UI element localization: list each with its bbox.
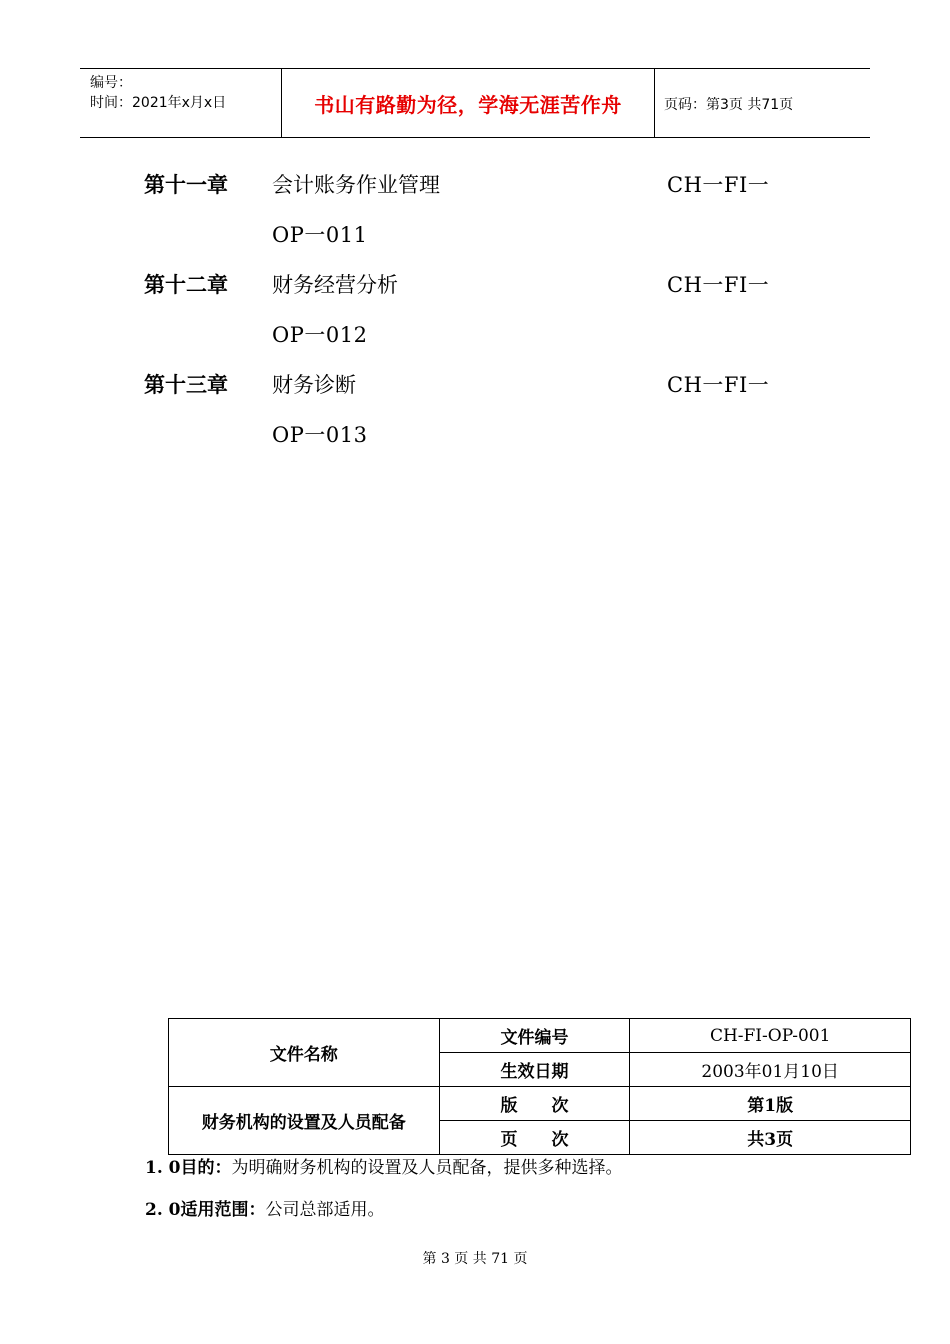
paragraph-scope [145,1195,385,1220]
chapter-code-continuation [144,218,824,268]
paragraph-number: 2. 0 [145,1200,181,1220]
chapter-number: 第十一章 [144,172,228,197]
header-number-label: 编号： [90,75,132,91]
header-divider [654,69,655,137]
paragraph-text: 为明确财务机构的设置及人员配备，提供多种选择。 [231,1158,623,1178]
paragraph-purpose [145,1153,623,1178]
page-header [80,68,870,138]
paragraph-number: 1. 0 [145,1158,181,1178]
chapter-number: 第十三章 [144,372,228,397]
info-key: 文件编号 [439,1019,630,1053]
table-row [169,1087,911,1121]
info-key: 页 次 [439,1121,630,1155]
document-info-table [168,1018,911,1155]
chapter-entry [144,268,824,318]
chapter-code-continuation [144,418,824,468]
info-value: 共3页 [630,1121,911,1155]
chapter-code-continuation [144,318,824,368]
chapter-code: CH一FI一 [667,373,770,397]
chapter-title: 会计账务作业管理 [272,173,440,197]
file-name-label: 文件名称 [169,1019,440,1087]
header-motto: 书山有路勤为径，学海无涯苦作舟 [314,93,622,117]
chapter-code-cont: OP一011 [272,223,368,247]
header-page-info: 页码：第3页 共71页 [664,97,794,113]
table-row [169,1019,911,1053]
chapter-entry [144,168,824,218]
file-name-value: 财务机构的设置及人员配备 [169,1087,440,1155]
chapter-code-cont: OP一012 [272,323,368,347]
info-key: 版 次 [439,1087,630,1121]
chapter-entry [144,368,824,418]
chapter-title: 财务诊断 [272,373,356,397]
chapter-list [144,168,824,468]
chapter-title: 财务经营分析 [272,273,398,297]
paragraph-text: 公司总部适用。 [265,1200,385,1220]
header-meta [90,73,226,113]
info-value: 2003年01月10日 [630,1053,911,1087]
paragraph-label: 适用范围： [180,1200,266,1220]
paragraph-label: 目的： [180,1158,232,1178]
info-key: 生效日期 [439,1053,630,1087]
info-value: 第1版 [630,1087,911,1121]
chapter-code-cont: OP一013 [272,423,368,447]
header-time-label: 时间：2021年x月x日 [90,95,227,111]
page-footer: 第 3 页 共 71 页 [422,1251,528,1267]
chapter-number: 第十二章 [144,272,228,297]
chapter-code: CH一FI一 [667,273,770,297]
info-value: CH-FI-OP-001 [630,1019,911,1053]
chapter-code: CH一FI一 [667,173,770,197]
